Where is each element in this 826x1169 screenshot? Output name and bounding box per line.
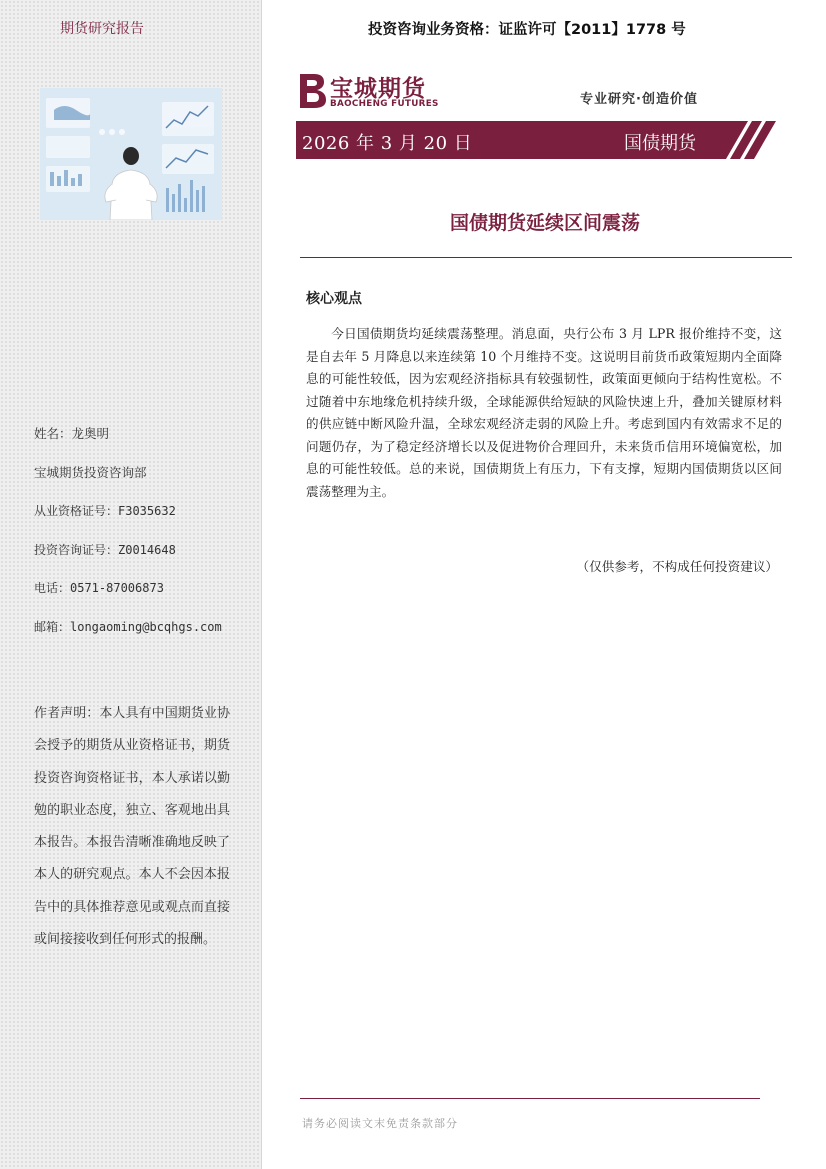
license-statement: 投资咨询业务资格：证监许可【2011】1778 号 [368, 22, 686, 38]
author-info [34, 424, 244, 656]
logo-chinese-name: 宝城期货 [330, 75, 426, 102]
core-view-paragraph: 今日国债期货均延续震荡整理。消息面，央行公布 3 月 LPR 报价维持不变，这是自去年 5 月降息以来连续第 10 个月维持不变。这说明目前货币政策短期内全面降息的可能性较低，因为宏观经济指标具有较强韧性，政策面更倾向于结构性宽松。不过随着中东地缘危机持续升级，全球能源供给短缺的风险快速上升，叠加关键原材料的供应链中断风险升温，全球宏观经济走弱的风险上升。考虑到国内有效需求不足的问题仍存，为了稳定经济增长以及促进物价合理回升，未来货币信用环境偏宽松，加息的可能性较低。总的来说，国债期货上有压力，下有支撑，短期内国债期货以区间震荡整理为主。 [306, 326, 782, 499]
report-category: 国债期货 [624, 133, 696, 154]
investment-disclaimer-note: （仅供参考，不构成任何投资建议） [576, 559, 778, 574]
author-declaration: 作者声明：本人具有中国期货业协会授予的期货从业资格证书，期货投资咨询资格证书，本人承诺以勤勉的职业态度，独立、客观地出具本报告。本报告清晰准确地反映了本人的研究观点。本人不会因本报告中的具体推荐意见或观点而直接或间接接收到任何形式的报酬。 [34, 706, 230, 948]
qualification-number: 从业资格证号：F3035632 [34, 504, 176, 519]
logo-b-icon [296, 70, 328, 110]
cover-image [40, 88, 222, 220]
author-name: 姓名：龙奥明 [34, 426, 110, 441]
report-type-label: 期货研究报告 [60, 21, 144, 37]
footer-notice: 请务必阅读文末免责条款部分 [302, 1117, 458, 1130]
logo-english-name: BAOCHENG FUTURES [330, 99, 439, 109]
report-date: 2026 年 3 月 20 日 [302, 133, 473, 154]
company-logo [296, 70, 446, 112]
sidebar [0, 0, 262, 1169]
author-department: 宝城期货投资咨询部 [34, 464, 147, 480]
date-banner [296, 121, 786, 159]
footer-divider [300, 1098, 760, 1099]
title-divider [300, 257, 792, 258]
consulting-number: 投资咨询证号：Z0014648 [34, 542, 176, 557]
company-slogan: 专业研究·创造价值 [580, 92, 698, 107]
section-heading: 核心观点 [306, 291, 362, 307]
author-email: 邮箱：longaoming@bcqhgs.com [34, 619, 222, 634]
report-title: 国债期货延续区间震荡 [449, 212, 640, 234]
author-phone: 电话：0571-87006873 [34, 581, 164, 596]
